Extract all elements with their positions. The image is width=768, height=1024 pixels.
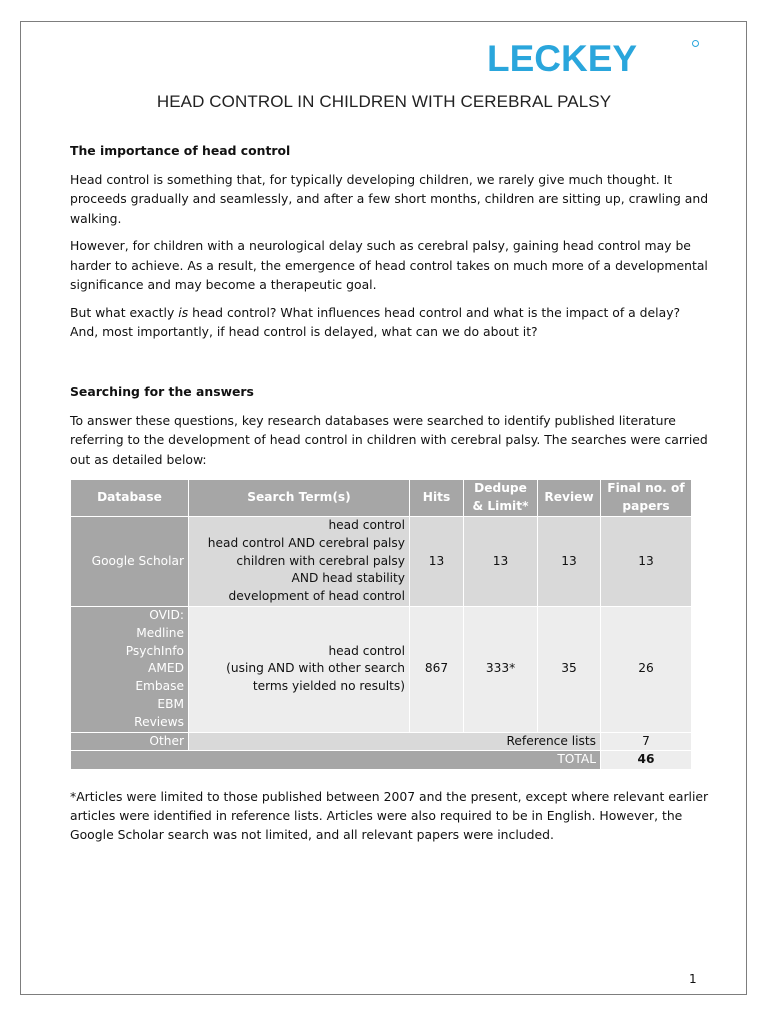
table-row-other <box>71 732 692 751</box>
other-label-cell: Other <box>71 732 189 751</box>
header-cell: Final no. of papers <box>601 480 692 517</box>
term-line: development of head control <box>228 589 405 604</box>
footnote: *Articles were limited to those published between 2007 and the present, except where relevant earlier articles were identified in reference lists. Articles were also required to be in English. However, the Google Scholar search was not limited, and all relevant papers were included. <box>70 789 709 842</box>
logo-registered-mark-icon <box>692 40 699 47</box>
database-line: Medline <box>136 625 184 640</box>
header-cell: Hits <box>410 480 464 517</box>
paragraph-question <box>70 303 710 342</box>
section-searching <box>70 382 710 469</box>
dedupe-cell: 13 <box>464 517 538 607</box>
table-row-total <box>71 751 692 770</box>
term-line: head control <box>328 518 405 532</box>
section-heading: The importance of head control <box>70 143 291 158</box>
other-value-cell: 7 <box>601 732 692 751</box>
question-text-pre: But what exactly <box>70 304 179 320</box>
other-desc-cell: Reference lists <box>189 732 601 751</box>
page-number: 1 <box>689 972 697 986</box>
table-row <box>71 517 692 607</box>
term-line: children with cerebral palsy <box>236 553 405 568</box>
database-cell <box>71 606 189 732</box>
review-cell: 13 <box>538 517 601 607</box>
header-cell: Dedupe & Limit* <box>464 480 538 517</box>
search-results-table <box>70 479 692 770</box>
term-line: head control AND cerebral palsy <box>207 535 405 550</box>
section-heading: Searching for the answers <box>70 384 254 399</box>
question-emphasis: is <box>178 304 189 320</box>
total-label-cell: TOTAL <box>71 751 601 770</box>
paragraph: However, for children with a neurological delay such as cerebral palsy, gaining head control may be harder to achieve. As a result, the emergence of head control takes on much more of a developmental significance and may become a therapeutic goal. <box>70 238 708 292</box>
header-cell: Review <box>538 480 601 517</box>
term-line: (using AND with other search <box>226 661 405 676</box>
final-cell: 26 <box>601 606 692 732</box>
total-value-cell: 46 <box>601 751 692 770</box>
final-cell: 13 <box>601 517 692 607</box>
database-line: PsychInfo <box>125 643 184 658</box>
database-line: Reviews <box>134 714 184 729</box>
database-cell <box>71 517 189 607</box>
question-text-post: head control? What influences head control and what is the impact of a delay? And, most importantly, if head control is delayed, what can we do about it? <box>70 304 681 339</box>
review-cell: 35 <box>538 606 601 732</box>
paragraph: Head control is something that, for typically developing children, we rarely give much thought. It proceeds gradually and seamlessly, and after a few short months, children are sitting up, crawling and walking. <box>70 171 709 226</box>
section-importance <box>70 141 710 342</box>
document-title: HEAD CONTROL IN CHILDREN WITH CEREBRAL PALSY <box>156 92 612 111</box>
database-line: Google Scholar <box>91 553 184 568</box>
paragraph: To answer these questions, key research databases were searched to identify published literature referring to the development of head control in children with cerebral palsy. The searches were carried out as detailed below: <box>70 412 708 467</box>
leckey-logo: LECKEY <box>487 38 638 79</box>
database-line: AMED <box>148 661 184 676</box>
hits-cell: 13 <box>410 517 464 607</box>
terms-cell <box>189 606 410 732</box>
database-line: OVID: <box>149 607 184 622</box>
header-cell: Search Term(s) <box>189 480 410 517</box>
dedupe-cell: 333* <box>464 606 538 732</box>
table-header-row <box>71 480 692 517</box>
table-row <box>71 606 692 732</box>
hits-cell: 867 <box>410 606 464 732</box>
database-line: EBM <box>157 696 184 711</box>
term-line: AND head stability <box>291 571 405 586</box>
term-line: head control <box>328 643 405 658</box>
terms-cell <box>189 517 410 607</box>
header-cell: Database <box>71 480 189 517</box>
term-line: terms yielded no results) <box>252 679 405 694</box>
database-line: Embase <box>135 679 184 694</box>
